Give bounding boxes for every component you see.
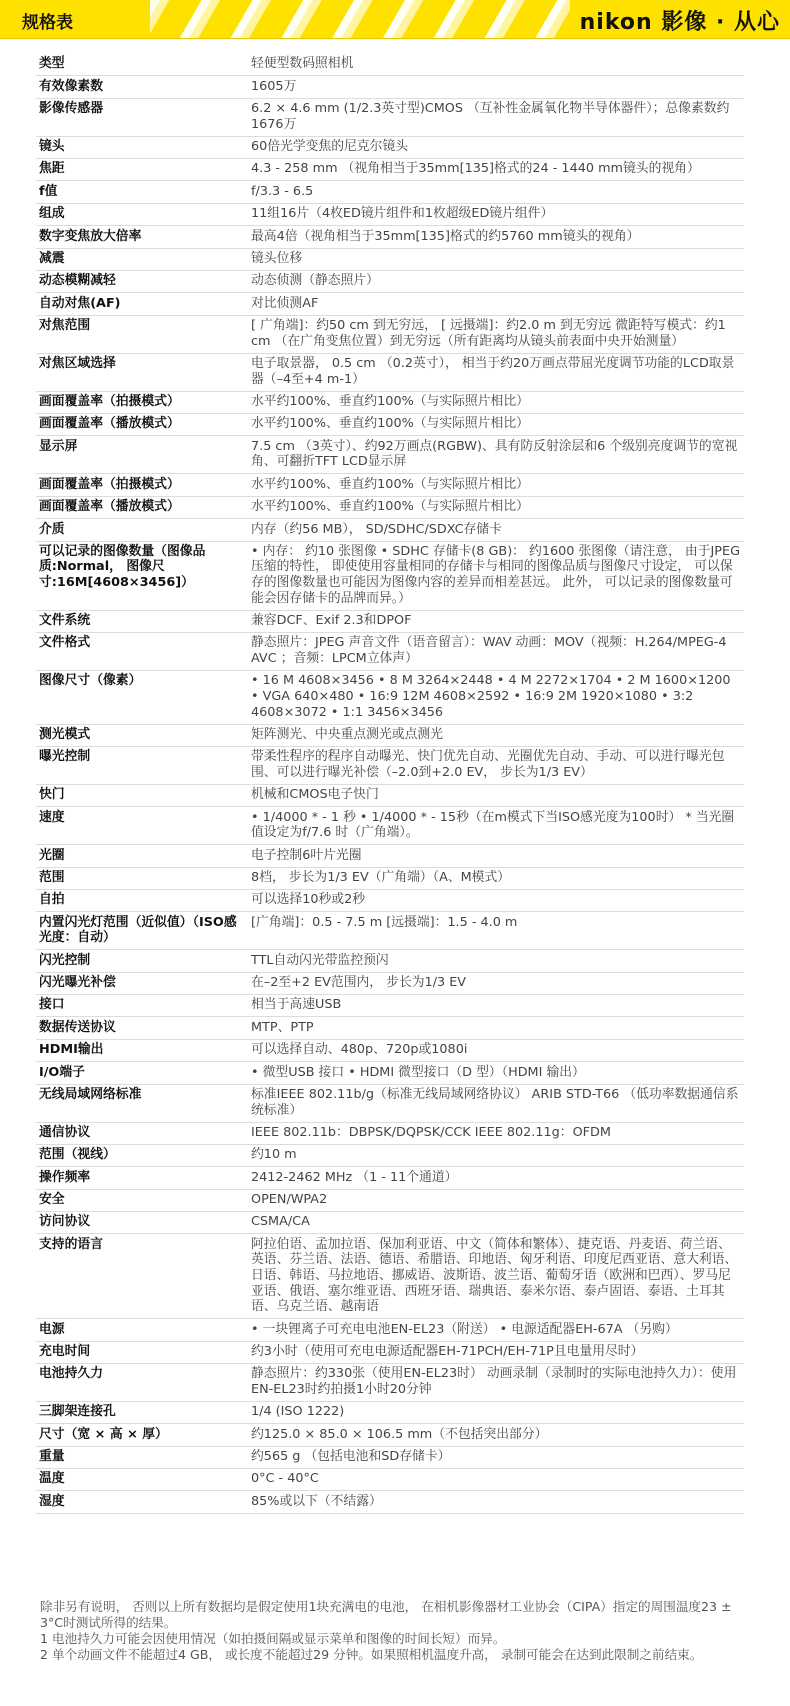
spec-row (36, 76, 744, 98)
spec-value: 内存（约56 MB）， SD/SDHC/SDXC存储卡 (249, 519, 744, 541)
spec-label: 闪光控制 (36, 950, 249, 972)
spec-value: 8档， 步长为1/3 EV（广角端）（A、M模式） (249, 867, 744, 889)
spec-value: IEEE 802.11b：DBPSK/DQPSK/CCK IEEE 802.11g：OFDM (249, 1122, 744, 1144)
spec-value: 7.5 cm （3英寸）、约92万画点(RGBW)、具有防反射涂层和6 个级别亮度调节的宽视角、可翻折TFT LCD显示屏 (249, 436, 744, 474)
spec-row (36, 293, 744, 315)
spec-row (36, 1469, 744, 1491)
spec-value: • 内存： 约10 张图像 • SDHC 存储卡(8 GB)： 约1600 张图像（请注意， 由于JPEG压缩的特性， 即使使用容量相同的存储卡与相同的图像品质与图像尺寸设定， 可以保存的图像数量也可能因为图像内容的差异而相差甚远。 此外， 可以记录的图像数量可能会因存储卡的品牌而异。） (249, 541, 744, 610)
spec-value: 轻便型数码照相机 (249, 54, 744, 76)
spec-row (36, 671, 744, 725)
spec-value: 2412-2462 MHz （1 - 11个通道） (249, 1167, 744, 1189)
spec-label: 镜头 (36, 136, 249, 158)
spec-label: 画面覆盖率（拍摄模式） (36, 391, 249, 413)
spec-row (36, 98, 744, 136)
spec-label: 光圈 (36, 845, 249, 867)
spec-row (36, 391, 744, 413)
spec-row (36, 867, 744, 889)
spec-value: 约3小时（使用可充电电源适配器EH-71PCH/EH-71P且电量用尽时） (249, 1341, 744, 1363)
spec-label: 电源 (36, 1319, 249, 1341)
spec-label: 通信协议 (36, 1122, 249, 1144)
spec-label: 访问协议 (36, 1212, 249, 1234)
spec-row (36, 610, 744, 632)
spec-row (36, 1491, 744, 1513)
spec-value: 镜头位移 (249, 248, 744, 270)
footnotes (40, 1599, 752, 1663)
spec-row (36, 54, 744, 76)
spec-value: OPEN/WPA2 (249, 1189, 744, 1211)
spec-value: 60倍光学变焦的尼克尔镜头 (249, 136, 744, 158)
footnote-general: 除非另有说明， 否则以上所有数据均是假定使用1块充满电的电池， 在相机影像器材工业协会（CIPA）指定的周围温度23 ± 3°C时测试所得的结果。 (40, 1599, 732, 1630)
spec-row (36, 1234, 744, 1319)
spec-label: 文件格式 (36, 633, 249, 671)
spec-label: 数据传送协议 (36, 1017, 249, 1039)
spec-row (36, 1319, 744, 1341)
spec-label: I/O端子 (36, 1062, 249, 1084)
spec-row (36, 1363, 744, 1401)
spec-label: HDMI输出 (36, 1039, 249, 1061)
spec-row (36, 1122, 744, 1144)
spec-row (36, 1446, 744, 1468)
spec-label: 影像传感器 (36, 98, 249, 136)
spec-row (36, 1212, 744, 1234)
spec-row (36, 746, 744, 784)
spec-label: 画面覆盖率（播放模式） (36, 414, 249, 436)
spec-value: 最高4倍（视角相当于35mm[135]格式的约5760 mm镜头的视角） (249, 226, 744, 248)
spec-label: 自动对焦(AF) (36, 293, 249, 315)
page-title: 规格表 (22, 13, 73, 33)
spec-row (36, 1017, 744, 1039)
spec-row (36, 436, 744, 474)
spec-row (36, 972, 744, 994)
spec-label: 组成 (36, 203, 249, 225)
spec-label: 三脚架连接孔 (36, 1401, 249, 1423)
spec-row (36, 353, 744, 391)
spec-row (36, 890, 744, 912)
footnote-2: 2 单个动画文件不能超过4 GB， 或长度不能超过29 分钟。如果照相机温度升高， 录制可能会在达到此限制之前结束。 (40, 1647, 703, 1662)
spec-label: 尺寸（宽 × 高 × 厚） (36, 1424, 249, 1446)
spec-value: 相当于高速USB (249, 995, 744, 1017)
spec-value: 电子取景器， 0.5 cm （0.2英寸）， 相当于约20万画点带屈光度调节功能的LCD取景器（–4至+4 m-1） (249, 353, 744, 391)
spec-value: 矩阵测光、中央重点测光或点测光 (249, 724, 744, 746)
spec-value: TTL自动闪光带监控预闪 (249, 950, 744, 972)
spec-value: 6.2 × 4.6 mm (1/2.3英寸型)CMOS （互补性金属氧化物半导体器件）；总像素数约1676万 (249, 98, 744, 136)
spec-row (36, 203, 744, 225)
header-stripes-decoration (150, 0, 570, 38)
spec-row (36, 1144, 744, 1166)
spec-value: 可以选择10秒或2秒 (249, 890, 744, 912)
spec-row (36, 995, 744, 1017)
spec-label: 减震 (36, 248, 249, 270)
spec-label: 显示屏 (36, 436, 249, 474)
spec-row (36, 474, 744, 496)
spec-row (36, 226, 744, 248)
spec-label: 可以记录的图像数量（图像品质:Normal， 图像尺寸:16M[4608×3456]） (36, 541, 249, 610)
spec-value: 电子控制6叶片光圈 (249, 845, 744, 867)
spec-label: 自拍 (36, 890, 249, 912)
spec-label: 类型 (36, 54, 249, 76)
spec-label: 曝光控制 (36, 746, 249, 784)
spec-row (36, 724, 744, 746)
spec-label: 安全 (36, 1189, 249, 1211)
spec-row (36, 784, 744, 806)
spec-label: 重量 (36, 1446, 249, 1468)
spec-value: 1605万 (249, 76, 744, 98)
page-header (0, 0, 790, 38)
spec-value: [广角端]：0.5 - 7.5 m [远摄端]：1.5 - 4.0 m (249, 912, 744, 950)
spec-label: 数字变焦放大倍率 (36, 226, 249, 248)
spec-row (36, 181, 744, 203)
spec-table-body (36, 54, 744, 1513)
spec-row (36, 1424, 744, 1446)
spec-row (36, 414, 744, 436)
spec-label: 焦距 (36, 159, 249, 181)
spec-value: 兼容DCF、Exif 2.3和DPOF (249, 610, 744, 632)
spec-value: 约125.0 × 85.0 × 106.5 mm（不包括突出部分） (249, 1424, 744, 1446)
spec-value: 静态照片：JPEG 声音文件（语音留言）：WAV 动画：MOV（视频：H.264/MPEG-4 AVC ；音频：LPCM立体声） (249, 633, 744, 671)
spec-label: 范围（视线） (36, 1144, 249, 1166)
spec-row (36, 912, 744, 950)
brand-logo-text: nikon 影像 · 从心 (579, 10, 780, 35)
spec-label: 有效像素数 (36, 76, 249, 98)
spec-value: 4.3 - 258 mm （视角相当于35mm[135]格式的24 - 1440 mm镜头的视角） (249, 159, 744, 181)
spec-label: 文件系统 (36, 610, 249, 632)
spec-row (36, 1084, 744, 1122)
spec-label: 速度 (36, 807, 249, 845)
spec-value: 约10 m (249, 1144, 744, 1166)
spec-row (36, 541, 744, 610)
spec-row (36, 633, 744, 671)
spec-label: 动态模糊减轻 (36, 270, 249, 292)
spec-value: • 1/4000 * - 1 秒 • 1/4000 * - 15秒（在m模式下当ISO感光度为100时） * 当光圈值设定为f/7.6 时（广角端）。 (249, 807, 744, 845)
spec-label: 介质 (36, 519, 249, 541)
spec-value: 水平约100%、垂直约100%（与实际照片相比） (249, 391, 744, 413)
spec-value: 水平约100%、垂直约100%（与实际照片相比） (249, 414, 744, 436)
spec-value: • 16 M 4608×3456 • 8 M 3264×2448 • 4 M 2272×1704 • 2 M 1600×1200 • VGA 640×480 • 16:9 12M 4608×2592 • 16:9 2M 1920×1080 • 3:2 4608×3072 • 1:1 3456×3456 (249, 671, 744, 725)
spec-label: 无线局域网络标准 (36, 1084, 249, 1122)
spec-value: 1/4 (ISO 1222) (249, 1401, 744, 1423)
spec-label: 对焦范围 (36, 315, 249, 353)
spec-value: 带柔性程序的程序自动曝光、快门优先自动、光圈优先自动、手动、可以进行曝光包围、可以进行曝光补偿（–2.0到+2.0 EV， 步长为1/3 EV） (249, 746, 744, 784)
spec-value: 85%或以下（不结露） (249, 1491, 744, 1513)
spec-value: 0°C - 40°C (249, 1469, 744, 1491)
spec-value: 约565 g （包括电池和SD存储卡） (249, 1446, 744, 1468)
spec-row (36, 1039, 744, 1061)
spec-label: 内置闪光灯范围（近似值）（ISO感光度：自动） (36, 912, 249, 950)
spec-value: 11组16片（4枚ED镜片组件和1枚超级ED镜片组件） (249, 203, 744, 225)
spec-row (36, 315, 744, 353)
spec-label: 湿度 (36, 1491, 249, 1513)
spec-label: 图像尺寸（像素） (36, 671, 249, 725)
spec-label: 画面覆盖率（拍摄模式） (36, 474, 249, 496)
spec-label: 接口 (36, 995, 249, 1017)
footnote-1: 1 电池持久力可能会因使用情况（如拍摄间隔或显示菜单和图像的时间长短）而异。 (40, 1631, 506, 1646)
spec-value: CSMA/CA (249, 1212, 744, 1234)
spec-row (36, 248, 744, 270)
spec-label: 操作频率 (36, 1167, 249, 1189)
spec-label: 对焦区域选择 (36, 353, 249, 391)
spec-row (36, 136, 744, 158)
spec-row (36, 1341, 744, 1363)
spec-label: 范围 (36, 867, 249, 889)
spec-row (36, 1189, 744, 1211)
spec-value: 可以选择自动、480p、720p或1080i (249, 1039, 744, 1061)
spec-value: 水平约100%、垂直约100%（与实际照片相比） (249, 474, 744, 496)
spec-label: 充电时间 (36, 1341, 249, 1363)
spec-row (36, 1167, 744, 1189)
spec-value: MTP、PTP (249, 1017, 744, 1039)
spec-row (36, 1062, 744, 1084)
spec-label: 闪光曝光补偿 (36, 972, 249, 994)
spec-value: 静态照片：约330张（使用EN-EL23时） 动画录制（录制时的实际电池持久力）：使用EN-EL23时约拍摄1小时20分钟 (249, 1363, 744, 1401)
spec-row (36, 950, 744, 972)
spec-value: 动态侦测（静态照片） (249, 270, 744, 292)
spec-row (36, 496, 744, 518)
spec-label: 电池持久力 (36, 1363, 249, 1401)
spec-value: f/3.3 - 6.5 (249, 181, 744, 203)
spec-row (36, 159, 744, 181)
spec-value: • 一块锂离子可充电电池EN-EL23（附送） • 电源适配器EH-67A （另购） (249, 1319, 744, 1341)
spec-label: 画面覆盖率（播放模式） (36, 496, 249, 518)
spec-label: f值 (36, 181, 249, 203)
spec-row (36, 845, 744, 867)
spec-row (36, 1401, 744, 1423)
spec-value: 对比侦测AF (249, 293, 744, 315)
spec-row (36, 519, 744, 541)
spec-value: 机械和CMOS电子快门 (249, 784, 744, 806)
spec-value: 标准IEEE 802.11b/g（标准无线局域网络协议） ARIB STD-T66 （低功率数据通信系统标准） (249, 1084, 744, 1122)
spec-value: 水平约100%、垂直约100%（与实际照片相比） (249, 496, 744, 518)
spec-label: 测光模式 (36, 724, 249, 746)
spec-label: 支持的语言 (36, 1234, 249, 1319)
spec-label: 快门 (36, 784, 249, 806)
spec-table (36, 54, 744, 1514)
spec-value: [ 广角端]：约50 cm 到无穷远， [ 远摄端]：约2.0 m 到无穷远 微距特写模式：约1 cm （在广角变焦位置）到无穷远（所有距离均从镜头前表面中央开始测量） (249, 315, 744, 353)
spec-value: 在–2至+2 EV范围内， 步长为1/3 EV (249, 972, 744, 994)
spec-row (36, 270, 744, 292)
spec-row (36, 807, 744, 845)
spec-value: 阿拉伯语、孟加拉语、保加利亚语、中文（简体和繁体）、捷克语、丹麦语、荷兰语、英语、芬兰语、法语、德语、希腊语、印地语、匈牙利语、印度尼西亚语、意大利语、日语、韩语、马拉地语、挪威语、波斯语、波兰语、葡萄牙语（欧洲和巴西）、罗马尼亚语、俄语、塞尔维亚语、西班牙语、瑞典语、泰米尔语、泰卢固语、泰语、土耳其语、乌克兰语、越南语 (249, 1234, 744, 1319)
spec-value: • 微型USB 接口 • HDMI 微型接口（D 型）（HDMI 输出） (249, 1062, 744, 1084)
spec-label: 温度 (36, 1469, 249, 1491)
